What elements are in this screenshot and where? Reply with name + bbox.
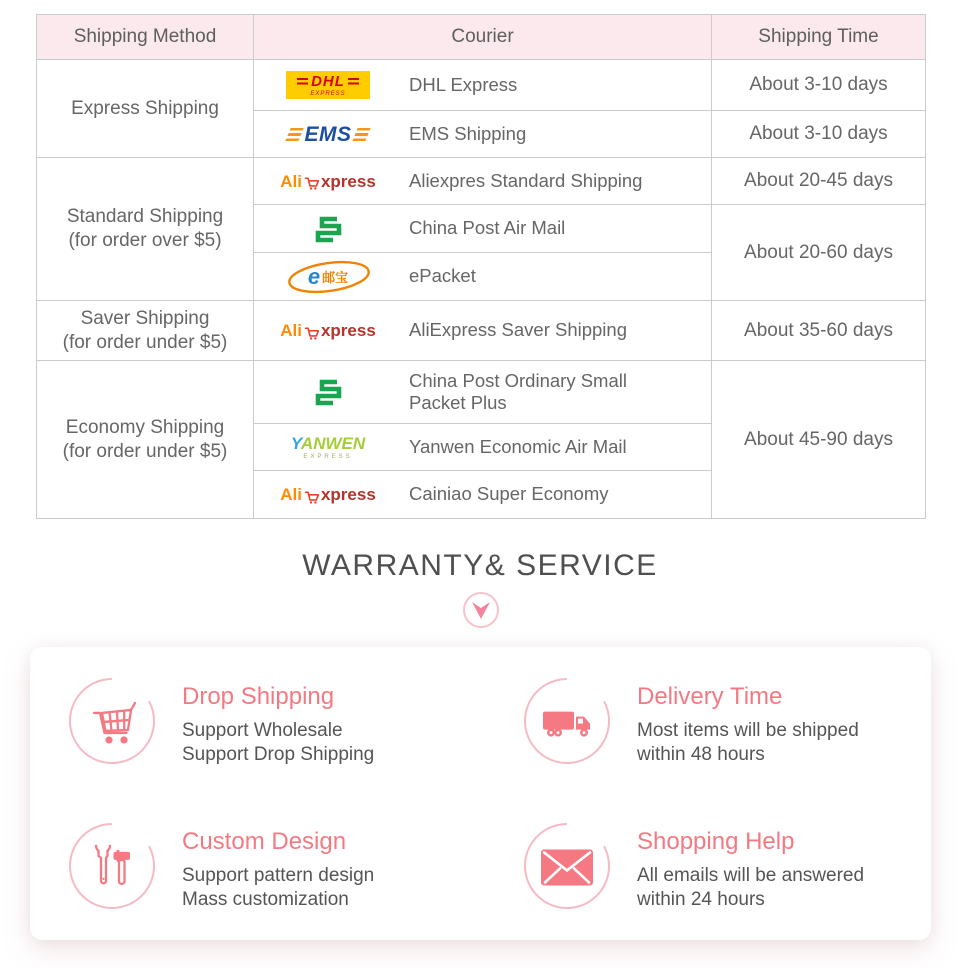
shipping-time: About 20-45 days: [712, 158, 926, 205]
courier-name: Cainiao Super Economy: [409, 483, 609, 505]
courier-name: ePacket: [409, 265, 476, 287]
courier-name: China Post Air Mail: [409, 217, 566, 239]
shipping-time: About 20-60 days: [712, 205, 926, 301]
feature-title: Shopping Help: [637, 828, 795, 855]
feature-delivery-time: [485, 677, 931, 822]
chevron-down-icon: [462, 591, 500, 629]
aliexpress-logo: Ali xpress: [280, 171, 376, 191]
ems-logo: EMS: [280, 124, 376, 145]
table-row: [37, 301, 926, 361]
cart-glyph-icon: [303, 488, 320, 505]
feature-body: All emails will be answered within 24 hours: [637, 864, 865, 910]
aliexpress-logo: Ali xpress: [280, 485, 376, 504]
envelope-icon: [523, 822, 611, 910]
aliexpress-logo: Ali xpress: [280, 321, 376, 340]
feature-custom-design: [30, 822, 485, 967]
feature-body: Support Wholesale Support Drop Shipping: [182, 719, 375, 765]
feature-title: Drop Shipping: [182, 683, 335, 710]
shipping-time: About 45-90 days: [712, 361, 926, 519]
china-post-logo: [280, 376, 376, 408]
courier-name: Aliexpres Standard Shipping: [409, 169, 643, 191]
shipping-time: About 3-10 days: [712, 111, 926, 158]
feature-title: Custom Design: [182, 828, 347, 855]
table-row: [37, 60, 926, 111]
courier-name: EMS Shipping: [409, 122, 527, 144]
feature-body: Most items will be shipped within 48 hours: [637, 719, 859, 765]
table-header-row: [37, 15, 926, 60]
method-economy: Economy Shipping (for order under $5): [37, 361, 254, 519]
table-row: [37, 361, 926, 424]
header-shipping-time: Shipping Time: [712, 15, 926, 60]
courier-name: Yanwen Economic Air Mail: [409, 435, 627, 457]
dhl-logo: DHL EXPRESS: [280, 71, 376, 99]
warranty-service-heading: WARRANTY& SERVICE: [302, 549, 658, 582]
cart-glyph-icon: [303, 174, 320, 191]
warranty-service-card: [30, 647, 931, 940]
header-courier: Courier: [254, 15, 712, 60]
shipping-time: About 35-60 days: [712, 301, 926, 361]
china-post-logo: [280, 213, 376, 245]
shipping-time: About 3-10 days: [712, 60, 926, 111]
tools-icon: [68, 822, 156, 910]
feature-title: Delivery Time: [637, 683, 783, 710]
method-standard: Standard Shipping (for order over $5): [37, 158, 254, 301]
feature-shopping-help: [485, 822, 931, 967]
feature-body: Support pattern design Mass customization: [182, 864, 375, 910]
method-saver: Saver Shipping (for order under $5): [37, 301, 254, 361]
cart-glyph-icon: [303, 324, 320, 341]
yanwen-logo: YANWEN EXPRESS: [290, 433, 366, 460]
courier-name: DHL Express: [409, 73, 518, 95]
courier-name: China Post Ordinary Small Packet Plus: [409, 369, 627, 413]
shipping-table: [36, 14, 926, 519]
table-row: [37, 158, 926, 205]
feature-drop-shipping: [30, 677, 485, 822]
method-express: Express Shipping: [37, 60, 254, 158]
courier-name: AliExpress Saver Shipping: [409, 319, 627, 341]
cart-icon: [68, 677, 156, 765]
epacket-logo: e 邮宝: [280, 260, 376, 294]
header-shipping-method: Shipping Method: [37, 15, 254, 60]
truck-icon: [523, 677, 611, 765]
